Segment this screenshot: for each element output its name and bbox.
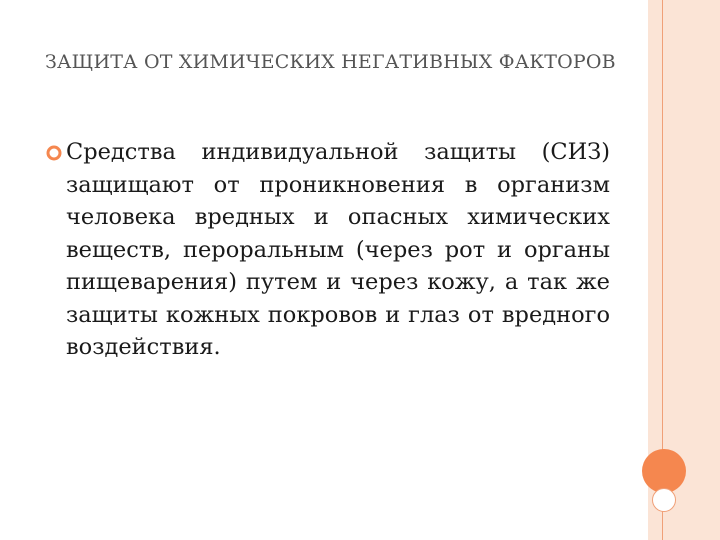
bullet-item	[46, 136, 610, 364]
bullet-text: Средства индивидуальной защиты (СИЗ) защищают от проникновения в организм человека вредных и опасных химических веществ, пероральным (через рот и органы пищеварения) путем и через кожу, а так же защиты кожных покровов и глаз от вредного воздействия.	[66, 139, 610, 360]
ring-bullet-icon	[46, 145, 62, 161]
decorative-orange-circle	[642, 449, 686, 493]
slide-title: ЗАЩИТА ОТ ХИМИЧЕСКИХ НЕГАТИВНЫХ ФАКТОРОВ	[45, 51, 616, 73]
decorative-white-circle	[652, 488, 676, 512]
